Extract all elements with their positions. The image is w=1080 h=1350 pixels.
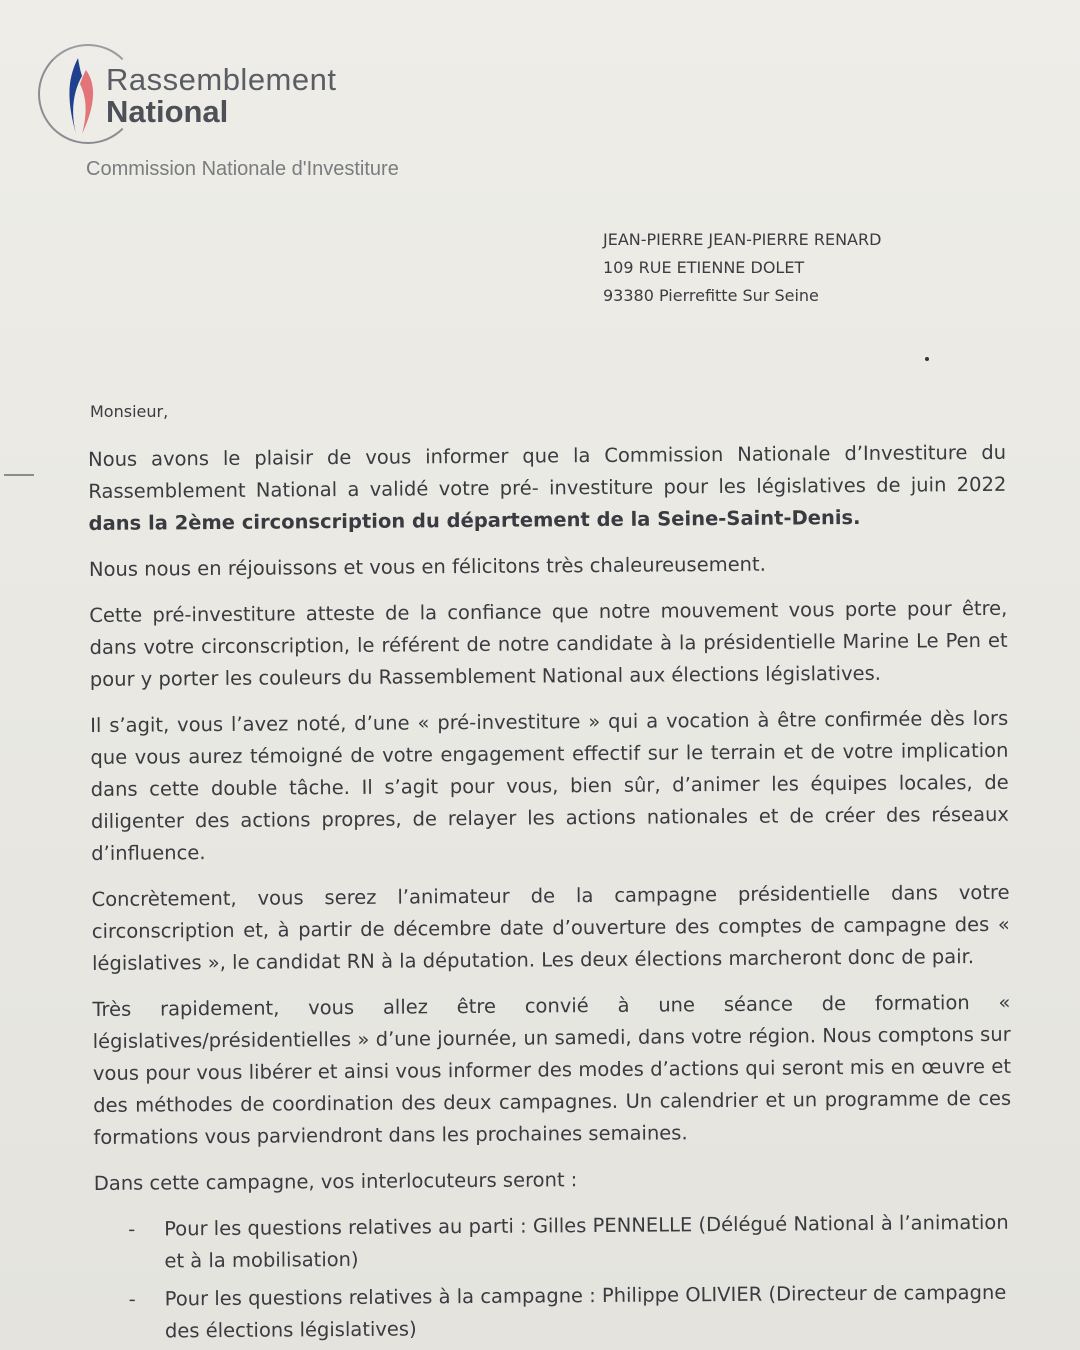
recipient-address (603, 226, 881, 310)
paragraph-1-bold: dans la 2ème circonscription du département de la Seine-Saint-Denis. (88, 505, 861, 535)
commission-heading: Commission Nationale d'Investiture (86, 158, 399, 180)
letter-body (88, 437, 1013, 1350)
paragraph-2: Nous nous en réjouissons et vous en félicitons très chaleureusement. (88, 552, 766, 581)
logo-text-rassemblement: Rassemblement (106, 62, 337, 97)
contact-list (94, 1207, 1013, 1348)
ink-dot (925, 357, 929, 361)
paragraph-1-text: Nous avons le plaisir de vous informer que la Commission Nationale d’Investiture du Rassemblement National a validé votre pré- investiture pour les législatives de juin 2022 (88, 440, 1007, 503)
paragraph-1 (88, 437, 1007, 540)
salutation: Monsieur, (90, 402, 169, 421)
list-item: - Pour les questions relatives au parti : Gilles PENNELLE (Délégué National à l’animation et à la mobilisation) (94, 1207, 1012, 1278)
paragraph-6: Très rapidement, vous allez être convié à une séance de formation « législatives/présidentielles » d’une journée, un samedi, dans votre région. Nous comptons sur vous pour vous libérer et ainsi vous informer des modes d’actions qui seront mis en œuvre et des méthodes de coordination des deux campagnes. Un calendrier et un programme de ces formations vous parviendront dans les prochaines semaines. (92, 990, 1012, 1149)
paragraph-4: Il s’agit, vous l’avez noté, d’une « pré-investiture » qui a vocation à être confirmée dès lors que vous aurez témoigné de votre engagement effectif sur le terrain et de votre implication dans cette double tâche. Il s’agit pour vous, bien sûr, d’animer les équipes locales, de diligenter des actions propres, de relayer les actions nationales et de créer des réseaux d’influence. (90, 706, 1010, 865)
recipient-street: 109 RUE ETIENNE DOLET (603, 258, 805, 277)
recipient-city: 93380 Pierrefitte Sur Seine (603, 286, 819, 305)
paragraph-3: Cette pré-investiture atteste de la confiance que notre mouvement vous porte pour être, dans votre circonscription, le référent de notre candidate à la présidentielle Marine Le Pen et pour y porter les couleurs du Rassemblement National aux élections législatives. (89, 596, 1008, 691)
recipient-name: JEAN-PIERRE JEAN-PIERRE RENARD (603, 230, 882, 249)
logo-text-national: National (106, 94, 229, 129)
paragraph-5: Concrètement, vous serez l’animateur de la campagne présidentielle dans votre circonscription et, à partir de décembre date d’ouverture des comptes de campagne des « législatives », le candidat RN à la députation. Les deux élections marcheront donc de pair. (91, 880, 1010, 975)
party-logo (36, 40, 456, 150)
list-item: - Pour les questions relatives à la campagne : Philippe OLIVIER (Directeur de campagne des élections législatives) (95, 1277, 1013, 1348)
paragraph-7: Dans cette campagne, vos interlocuteurs seront : (93, 1168, 578, 1195)
flame-icon (66, 54, 100, 136)
fold-mark (4, 474, 34, 476)
